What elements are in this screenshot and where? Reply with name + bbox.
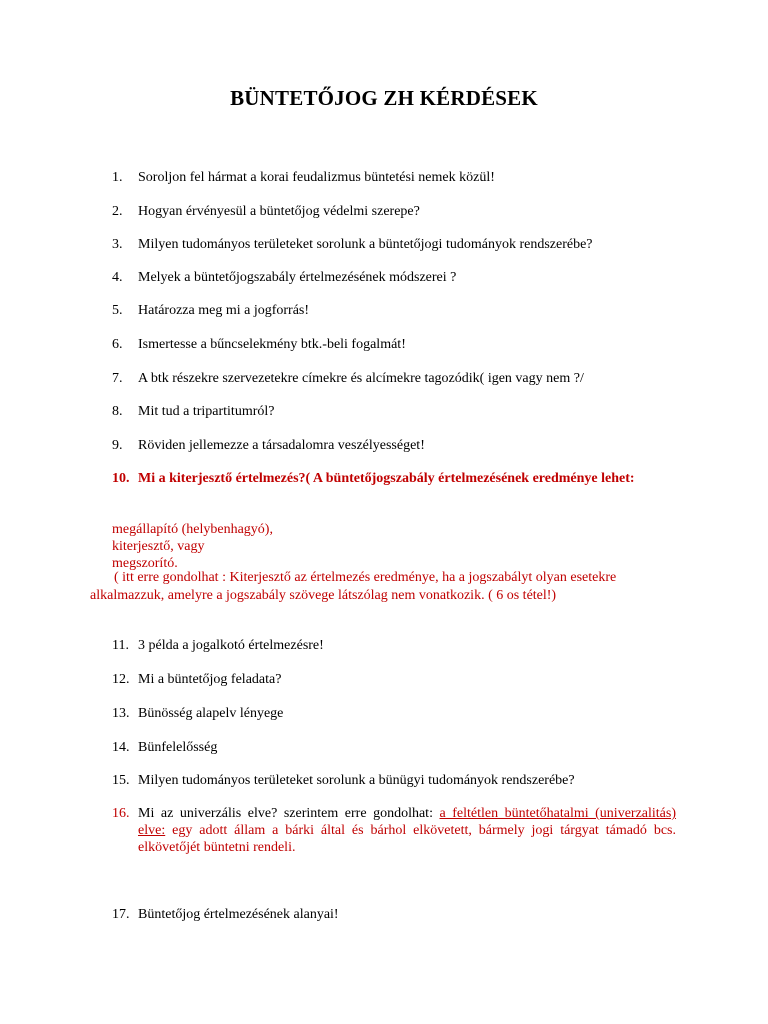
item-number: 6. [112,337,123,352]
item-number: 17. [112,907,130,922]
item-text-underlined: a feltétlen büntetőhatalmi (univerzalitás) elve: [138,806,676,838]
list-item [112,739,217,756]
list-item [112,236,593,253]
list-item-highlighted [112,805,676,856]
item-text-after: egy adott állam a bárki által és bárhol elkövetett, bármely jogi tárgyat támadó bcs. elkövetőjét büntetni rendeli. [138,823,676,855]
list-item [112,169,495,186]
list-item-highlighted [112,470,676,487]
note-line: alkalmazzuk, amelyre a jogszabály szövege látszólag nem vonatkozik. ( 6 os tétel!) [90,588,557,603]
item-text: Határozza meg mi a jogforrás! [138,303,310,318]
item-text: Bünfelelősség [138,740,218,755]
item-number: 10. [112,471,130,486]
item-text-before: Mi az univerzális elve? szerintem erre gondolhat: [138,806,440,821]
item-number: 13. [112,706,130,721]
item-number: 7. [112,371,123,386]
item-text: Mi a büntetőjog feladata? [138,672,282,687]
item-text: Büntetőjog értelmezésének alanyai! [138,907,339,922]
list-item [112,906,339,923]
list-item [112,302,309,319]
item-number: 9. [112,438,123,453]
list-item [112,772,575,789]
list-item [112,403,274,420]
item-text: Milyen tudományos területeket sorolunk a bünügyi tudományok rendszerébe? [138,773,575,788]
answer-option: kiterjesztő, vagy [112,539,205,554]
item-number: 2. [112,204,123,219]
item-number: 5. [112,303,123,318]
item-text: Ismertesse a bűncselekmény btk.-beli fogalmát! [138,337,406,352]
list-item [112,671,281,688]
item-text: Melyek a büntetőjogszabály értelmezésének módszerei ? [138,270,457,285]
answer-note [90,569,680,605]
list-item [112,370,584,387]
item-text: A btk részekre szervezetekre címekre és alcímekre tagozódik( igen vagy nem ?/ [138,371,584,386]
answer-option: megszorító. [112,556,178,571]
item-number: 11. [112,638,129,653]
item-number: 12. [112,672,130,687]
note-line: ( itt erre gondolhat : Kiterjesztő az értelmezés eredménye, ha a jogszabályt olyan esetekre [114,570,617,585]
item-text: Milyen tudományos területeket sorolunk a büntetőjogi tudományok rendszerébe? [138,237,593,252]
item-text: Soroljon fel hármat a korai feudalizmus büntetési nemek közül! [138,170,495,185]
page-title: BÜNTETŐJOG ZH KÉRDÉSEK [230,86,538,110]
item-text [138,805,676,856]
item-text: 3 példa a jogalkotó értelmezésre! [138,638,324,653]
answer-option: megállapító (helybenhagyó), [112,522,273,537]
list-item [112,705,283,722]
item-number: 15. [112,773,130,788]
item-text: Hogyan érvényesül a büntetőjog védelmi szerepe? [138,204,420,219]
item-number: 1. [112,170,123,185]
list-item [112,269,456,286]
list-item [112,437,425,454]
item-number: 3. [112,237,123,252]
item-text: Mit tud a tripartitumról? [138,404,275,419]
list-item [112,203,420,220]
item-number: 4. [112,270,123,285]
item-text: Röviden jellemezze a társadalomra veszélyességet! [138,438,425,453]
item-number: 14. [112,740,130,755]
item-text: Bünösség alapelv lényege [138,706,284,721]
item-number: 16. [112,806,130,821]
item-number: 8. [112,404,123,419]
list-item [112,637,324,654]
item-text: Mi a kiterjesztő értelmezés?( A büntetőjogszabály értelmezésének eredménye lehet: [138,471,635,486]
list-item [112,336,406,353]
